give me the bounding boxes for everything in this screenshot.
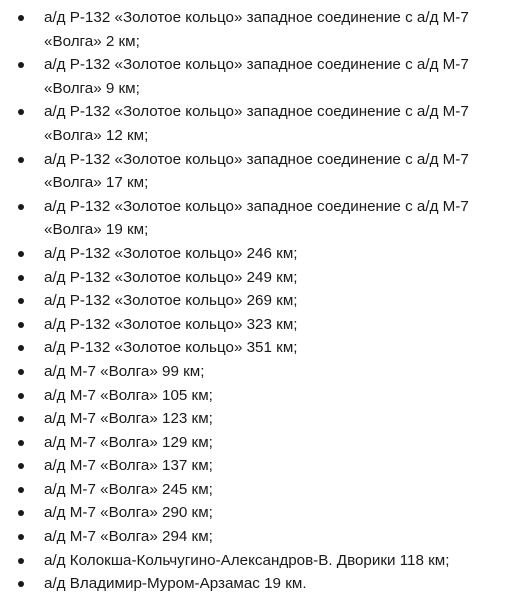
bullet-icon: [18, 463, 24, 469]
list-item-text: а/д М-7 «Волга» 123 км;: [44, 410, 213, 428]
list-item: [0, 431, 500, 455]
bullet-icon: [18, 534, 24, 540]
bullet-icon: [18, 487, 24, 493]
list-item-text: а/д М-7 «Волга» 105 км;: [44, 386, 213, 404]
list-item: [0, 6, 500, 53]
list-item-text: а/д М-7 «Волга» 99 км;: [44, 362, 205, 380]
list-item: [0, 195, 500, 242]
list-item: [0, 478, 500, 502]
list-item-text: а/д М-7 «Волга» 290 км;: [44, 504, 213, 522]
list-item-text: а/д Колокша-Кольчугино-Александров-В. Дворики 118 км;: [44, 551, 450, 569]
list-item: [0, 100, 500, 147]
list-item-text: а/д М-7 «Волга» 245 км;: [44, 480, 213, 498]
list-item-text: а/д Р-132 «Золотое кольцо» 323 км;: [44, 315, 298, 333]
list-item-text: а/д М-7 «Волга» 129 км;: [44, 433, 213, 451]
list-item-text: а/д М-7 «Волга» 137 км;: [44, 457, 213, 475]
list-item: [0, 360, 500, 384]
list-item-text: а/д Р-132 «Золотое кольцо» западное соединение с а/д М-7 «Волга» 17 км;: [44, 150, 469, 192]
list-item: [0, 266, 500, 290]
bullet-icon: [18, 251, 24, 257]
bullet-icon: [18, 558, 24, 564]
list-item: [0, 242, 500, 266]
list-item-text: а/д Р-132 «Золотое кольцо» 246 км;: [44, 244, 298, 262]
list-item: [0, 313, 500, 337]
list-item-text: а/д Р-132 «Золотое кольцо» западное соединение с а/д М-7 «Волга» 19 км;: [44, 197, 469, 239]
bullet-icon: [18, 15, 24, 21]
list-item: [0, 289, 500, 313]
bullet-icon: [18, 109, 24, 115]
list-item: [0, 572, 500, 596]
road-list: [0, 6, 500, 596]
list-item: [0, 454, 500, 478]
bullet-icon: [18, 440, 24, 446]
bullet-icon: [18, 581, 24, 587]
list-item-text: а/д Р-132 «Золотое кольцо» западное соединение с а/д М-7 «Волга» 9 км;: [44, 56, 469, 97]
list-item-text: а/д Владимир-Муром-Арзамас 19 км.: [44, 575, 307, 593]
list-item: [0, 384, 500, 408]
list-item: [0, 148, 500, 195]
list-item: [0, 549, 500, 573]
list-item: [0, 501, 500, 525]
bullet-icon: [18, 157, 24, 163]
bullet-icon: [18, 416, 24, 422]
bullet-icon: [18, 275, 24, 281]
bullet-icon: [18, 345, 24, 351]
list-item: [0, 407, 500, 431]
bullet-icon: [18, 369, 24, 375]
bullet-icon: [18, 510, 24, 516]
list-item-text: а/д Р-132 «Золотое кольцо» 249 км;: [44, 268, 298, 286]
bullet-icon: [18, 393, 24, 399]
list-item-text: а/д Р-132 «Золотое кольцо» 269 км;: [44, 292, 298, 310]
bullet-icon: [18, 322, 24, 328]
list-item: [0, 53, 500, 100]
bullet-icon: [18, 204, 24, 210]
list-item-text: а/д Р-132 «Золотое кольцо» западное соединение с а/д М-7 «Волга» 2 км;: [44, 9, 469, 50]
list-item-text: а/д Р-132 «Золотое кольцо» западное соединение с а/д М-7 «Волга» 12 км;: [44, 103, 469, 144]
list-item: [0, 336, 500, 360]
list-item-text: а/д М-7 «Волга» 294 км;: [44, 528, 213, 546]
list-item: [0, 525, 500, 549]
list-item-text: а/д Р-132 «Золотое кольцо» 351 км;: [44, 339, 298, 357]
bullet-icon: [18, 62, 24, 68]
bullet-icon: [18, 298, 24, 304]
